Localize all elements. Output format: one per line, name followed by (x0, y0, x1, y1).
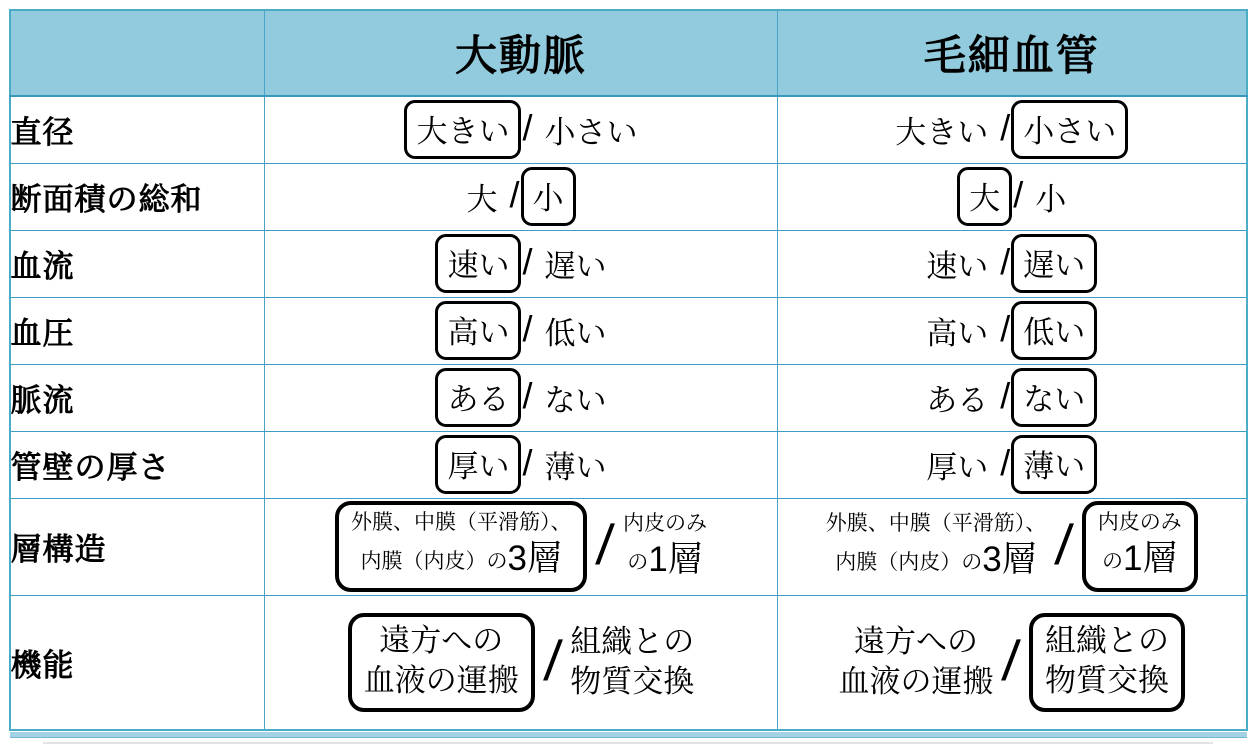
function-line1: 組織との (1045, 622, 1170, 658)
cell-aorta-blood-flow (265, 230, 778, 297)
option-boxed: 高い (435, 301, 521, 360)
row-label-wall-thickness: 管壁の厚さ (10, 431, 265, 498)
separator-slash: / (594, 513, 617, 576)
separator-slash: / (509, 173, 520, 215)
cell-capillary-layer-structure (778, 498, 1247, 595)
function-line2: 物質交換 (570, 664, 695, 700)
option-plain (623, 510, 707, 583)
option-plain: 大 (466, 182, 498, 217)
separator-slash: / (522, 441, 533, 483)
option-boxed (1082, 501, 1198, 592)
option-plain: 小 (1035, 182, 1067, 217)
function-line2: 血液の運搬 (363, 663, 519, 699)
option-plain: 速い (926, 249, 989, 284)
separator-slash: / (1000, 106, 1011, 148)
cell-capillary-cross-section (778, 163, 1247, 230)
cell-aorta-wall-thickness (265, 431, 778, 498)
layer-count: 1層 (1123, 539, 1178, 579)
row-label-diameter: 直径 (10, 96, 265, 163)
option-plain: 厚い (926, 450, 989, 485)
separator-slash: / (1000, 441, 1011, 483)
layer-line1: 内皮のみ (623, 512, 708, 536)
function-line1: 遠方への (379, 622, 504, 658)
row-blood-pressure (10, 297, 1247, 364)
row-label-blood-pressure: 血圧 (10, 297, 265, 364)
row-diameter (10, 96, 1247, 163)
col-header-aorta: 大動脈 (265, 10, 778, 96)
separator-slash: / (1000, 240, 1011, 282)
option-plain: ある (926, 383, 989, 418)
corner-cell (10, 10, 265, 96)
cell-aorta-function (265, 595, 778, 730)
separator-slash: / (541, 628, 564, 692)
option-plain: 遅い (544, 249, 607, 284)
layer-count: 1層 (648, 540, 703, 580)
separator-slash: / (1000, 374, 1011, 416)
option-boxed: 薄い (1011, 435, 1097, 494)
function-line1: 遠方への (853, 623, 978, 659)
option-plain: 低い (544, 316, 607, 351)
cell-aorta-layer-structure (265, 498, 778, 595)
option-boxed (335, 501, 588, 592)
separator-slash: / (1000, 307, 1011, 349)
option-plain (826, 510, 1047, 583)
option-plain: 小さい (544, 115, 638, 151)
row-layer-structure (10, 498, 1247, 595)
layer-line1: 外膜、中膜（平滑筋）、 (350, 511, 572, 535)
option-plain: 大きい (895, 115, 989, 151)
layer-line2: 内膜（内皮）の (835, 551, 983, 575)
option-boxed: 速い (435, 234, 521, 293)
layer-count: 3層 (507, 539, 562, 579)
option-boxed: 小さい (1011, 100, 1128, 159)
layer-line2: の (627, 551, 649, 575)
row-wall-thickness (10, 431, 1247, 498)
option-boxed (348, 613, 535, 712)
separator-slash: / (522, 240, 533, 282)
option-plain (838, 622, 993, 703)
layer-line2: 内膜（内皮）の (360, 550, 508, 574)
cell-capillary-diameter (778, 96, 1247, 163)
separator-slash: / (1013, 173, 1024, 215)
option-boxed: 小 (521, 167, 576, 226)
row-label-layer-structure: 層構造 (10, 498, 265, 595)
row-label-blood-flow: 血流 (10, 230, 265, 297)
blood-vessel-comparison-table (9, 9, 1248, 731)
layer-count: 3層 (982, 540, 1037, 580)
function-line1: 組織との (570, 623, 695, 659)
option-boxed: 厚い (435, 435, 521, 494)
cell-aorta-pulse (265, 364, 778, 431)
layer-line1: 外膜、中膜（平滑筋）、 (825, 512, 1047, 536)
cell-capillary-blood-pressure (778, 297, 1247, 364)
cell-aorta-diameter (265, 96, 778, 163)
row-label-pulse: 脈流 (10, 364, 265, 431)
option-boxed: 低い (1011, 301, 1097, 360)
option-boxed (1029, 613, 1185, 712)
cell-capillary-function (778, 595, 1247, 730)
page-shadow-line (43, 742, 1213, 744)
separator-slash: / (522, 374, 533, 416)
row-label-cross-section: 断面積の総和 (10, 163, 265, 230)
cell-aorta-cross-section (265, 163, 778, 230)
option-boxed: ある (435, 368, 521, 427)
separator-slash: / (522, 106, 533, 148)
cell-capillary-wall-thickness (778, 431, 1247, 498)
option-plain: 高い (926, 316, 989, 351)
layer-line1: 内皮のみ (1097, 511, 1182, 535)
cell-capillary-blood-flow (778, 230, 1247, 297)
col-header-capillary: 毛細血管 (778, 10, 1247, 96)
table-bottom-accent-band (10, 732, 1247, 738)
separator-slash: / (522, 307, 533, 349)
option-plain: 薄い (544, 450, 607, 485)
function-line2: 物質交換 (1045, 663, 1170, 699)
option-boxed: 大 (957, 167, 1012, 226)
option-plain: ない (544, 383, 607, 418)
cell-aorta-blood-pressure (265, 297, 778, 364)
row-blood-flow (10, 230, 1247, 297)
row-pulse (10, 364, 1247, 431)
option-boxed: 大きい (404, 100, 521, 159)
separator-slash: / (1053, 513, 1076, 576)
row-function (10, 595, 1247, 730)
option-boxed: ない (1011, 368, 1097, 427)
option-plain (570, 622, 694, 703)
cell-capillary-pulse (778, 364, 1247, 431)
row-label-function: 機能 (10, 595, 265, 730)
layer-line2: の (1102, 550, 1124, 574)
header-row (10, 10, 1247, 96)
function-line2: 血液の運搬 (838, 664, 994, 700)
row-cross-section (10, 163, 1247, 230)
separator-slash: / (1000, 628, 1023, 692)
option-boxed: 遅い (1011, 234, 1097, 293)
